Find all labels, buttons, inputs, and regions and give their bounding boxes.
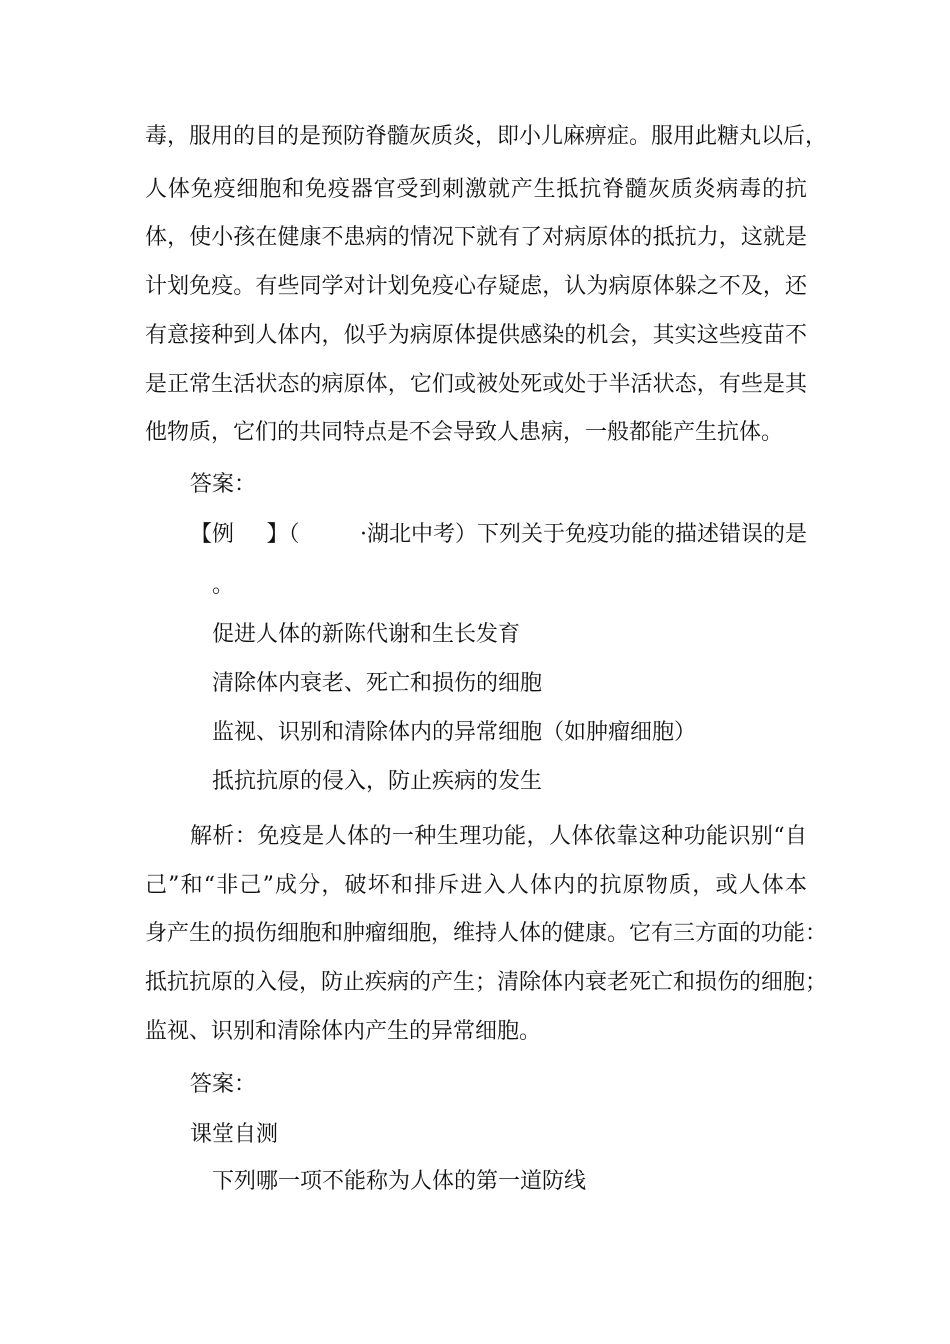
example-bracket-open: 【例 — [190, 522, 235, 547]
option-item: 监视、识别和清除体内的异常细胞（如肿瘤细胞） — [212, 720, 697, 745]
analysis-line: 己”和“非己”成分，破坏和排斥进入人体内的抗原物质，或人体本 — [145, 873, 807, 898]
section-title: 课堂自测 — [190, 1122, 279, 1147]
analysis-line: 身产生的损伤细胞和肿瘤细胞，维持人体的健康。它有三方面的功能： — [145, 921, 828, 946]
paragraph-line: 计划免疫。有些同学对计划免疫心存疑虑，认为病原体躲之不及，还 — [145, 274, 807, 299]
paragraph-line: 体，使小孩在健康不患病的情况下就有了对病原体的抵抗力，这就是 — [145, 225, 807, 250]
test-question: 下列哪一项不能称为人体的第一道防线 — [212, 1169, 587, 1194]
paragraph-line: 有意接种到人体内，似乎为病原体提供感染的机会，其实这些疫苗不 — [145, 323, 807, 348]
answer-label: 答案： — [190, 1072, 257, 1097]
paragraph-line: 人体免疫细胞和免疫器官受到刺激就产生抵抗脊髓灰质炎病毒的抗 — [145, 177, 807, 202]
option-item: 抵抗抗原的侵入，防止疾病的发生 — [212, 769, 543, 794]
example-source-stem: ·湖北中考）下列关于免疫功能的描述错误的是 — [359, 522, 807, 547]
example-bracket-close: 】（ — [266, 522, 300, 547]
example-question — [190, 520, 807, 550]
paragraph-line: 是正常生活状态的病原体，它们或被处死或处于半活状态，有些是其 — [145, 372, 807, 397]
analysis-line: 监视、识别和清除体内产生的异常细胞。 — [145, 1019, 542, 1044]
option-item: 清除体内衰老、死亡和损伤的细胞 — [212, 671, 543, 696]
answer-label: 答案： — [190, 472, 257, 497]
analysis-line: 解析：免疫是人体的一种生理功能，人体依靠这种功能识别“自 — [190, 824, 807, 849]
analysis-line: 抵抗抗原的入侵，防止疾病的产生；清除体内衰老死亡和损伤的细胞； — [145, 970, 828, 995]
paragraph-line: 毒，服用的目的是预防脊髓灰质炎，即小儿麻痹症。服用此糖丸以后， — [145, 124, 828, 149]
example-period: 。 — [212, 573, 235, 598]
option-item: 促进人体的新陈代谢和生长发育 — [212, 622, 521, 647]
paragraph-line: 他物质，它们的共同特点是不会导致人患病，一般都能产生抗体。 — [145, 420, 784, 445]
